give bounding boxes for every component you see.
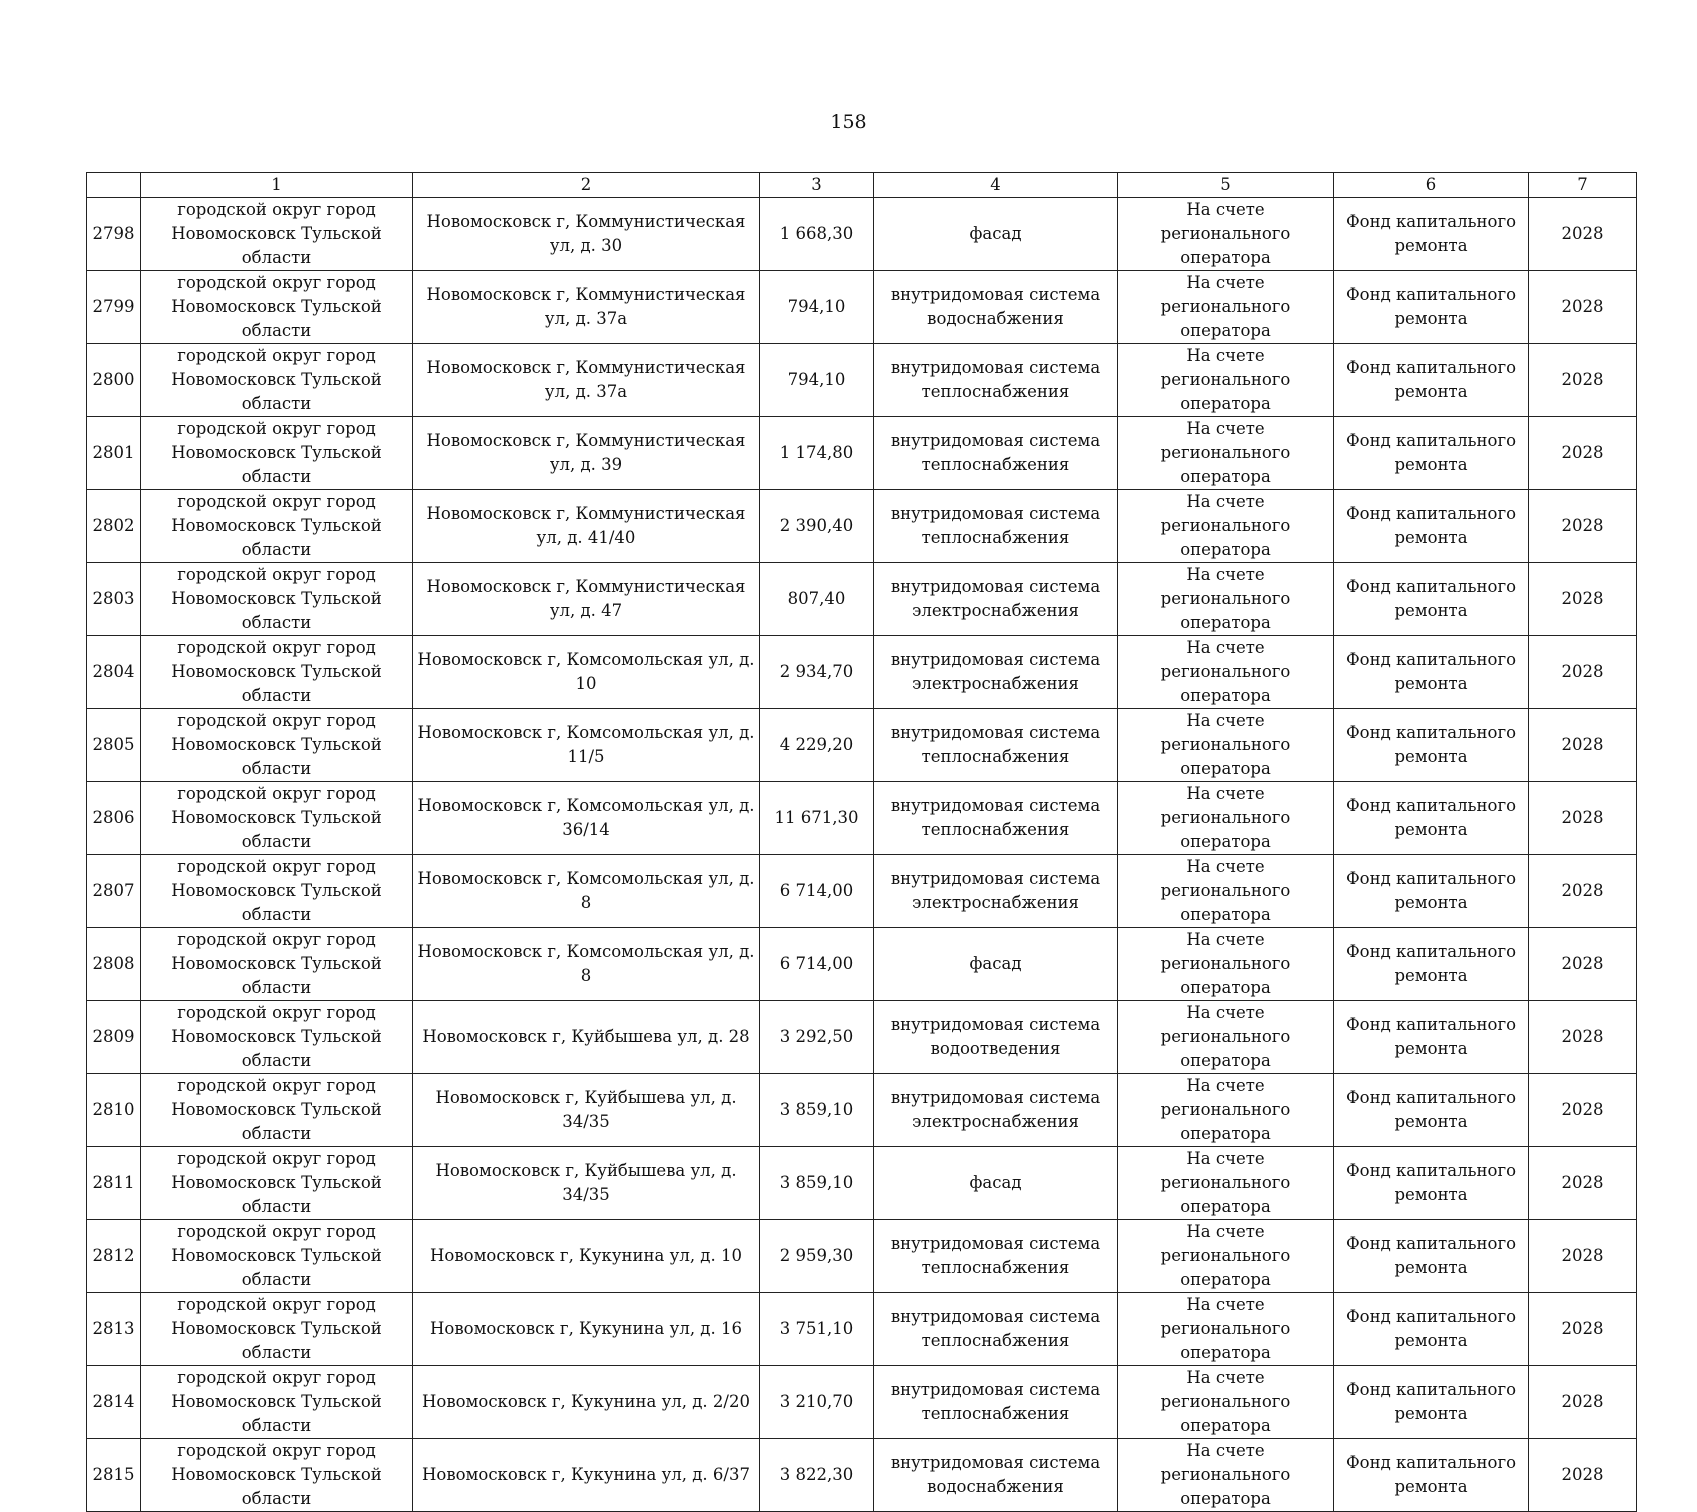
year-cell: 2028: [1529, 855, 1637, 928]
address-cell: Новомосковск г, Кукунина ул, д. 2/20: [413, 1366, 760, 1439]
address-cell: Новомосковск г, Коммунистическая ул, д. 30: [413, 198, 760, 271]
table-row: [87, 344, 1637, 417]
municipality-cell: городской округ город Новомосковск Тульской области: [141, 1001, 413, 1074]
work-type-cell: внутридомовая система теплоснабжения: [874, 709, 1118, 782]
row-number-cell: 2803: [87, 563, 141, 636]
address-cell: Новомосковск г, Коммунистическая ул, д. 39: [413, 417, 760, 490]
fund-location-cell: На счете регионального оператора: [1118, 709, 1334, 782]
year-cell: 2028: [1529, 782, 1637, 855]
work-type-cell: внутридомовая система теплоснабжения: [874, 1366, 1118, 1439]
address-cell: Новомосковск г, Коммунистическая ул, д. 41/40: [413, 490, 760, 563]
registry-table: [86, 172, 1637, 1512]
row-number-cell: 2806: [87, 782, 141, 855]
page-number: 158: [830, 111, 867, 133]
municipality-cell: городской округ город Новомосковск Тульской области: [141, 1366, 413, 1439]
address-cell: Новомосковск г, Куйбышева ул, д. 34/35: [413, 1147, 760, 1220]
row-number-cell: 2807: [87, 855, 141, 928]
municipality-cell: городской округ город Новомосковск Тульской области: [141, 198, 413, 271]
fund-location-cell: На счете регионального оператора: [1118, 1001, 1334, 1074]
row-number-cell: 2798: [87, 198, 141, 271]
funding-source-cell: Фонд капитального ремонта: [1334, 271, 1529, 344]
municipality-cell: городской округ город Новомосковск Тульской области: [141, 928, 413, 1001]
funding-source-cell: Фонд капитального ремонта: [1334, 1293, 1529, 1366]
row-number-cell: 2799: [87, 271, 141, 344]
row-number-cell: 2810: [87, 1074, 141, 1147]
municipality-cell: городской округ город Новомосковск Тульской области: [141, 563, 413, 636]
table-row: [87, 1366, 1637, 1439]
row-number-cell: 2814: [87, 1366, 141, 1439]
year-cell: 2028: [1529, 563, 1637, 636]
municipality-cell: городской округ город Новомосковск Тульской области: [141, 417, 413, 490]
fund-location-cell: На счете регионального оператора: [1118, 344, 1334, 417]
funding-source-cell: Фонд капитального ремонта: [1334, 417, 1529, 490]
work-type-cell: внутридомовая система теплоснабжения: [874, 490, 1118, 563]
table-row: [87, 198, 1637, 271]
work-type-cell: внутридомовая система водоснабжения: [874, 271, 1118, 344]
table-row: [87, 1439, 1637, 1512]
work-type-cell: внутридомовая система электроснабжения: [874, 563, 1118, 636]
funding-source-cell: Фонд капитального ремонта: [1334, 563, 1529, 636]
row-number-cell: 2815: [87, 1439, 141, 1512]
funding-source-cell: Фонд капитального ремонта: [1334, 1001, 1529, 1074]
work-type-cell: фасад: [874, 928, 1118, 1001]
year-cell: 2028: [1529, 1293, 1637, 1366]
fund-location-cell: На счете регионального оператора: [1118, 1147, 1334, 1220]
column-number-cell: 4: [874, 173, 1118, 198]
year-cell: 2028: [1529, 271, 1637, 344]
work-type-cell: внутридомовая система теплоснабжения: [874, 1293, 1118, 1366]
column-number-cell: 1: [141, 173, 413, 198]
address-cell: Новомосковск г, Коммунистическая ул, д. 37а: [413, 344, 760, 417]
work-type-cell: внутридомовая система водоотведения: [874, 1001, 1118, 1074]
fund-location-cell: На счете регионального оператора: [1118, 1293, 1334, 1366]
fund-location-cell: На счете регионального оператора: [1118, 928, 1334, 1001]
table-row: [87, 709, 1637, 782]
column-number-cell: [87, 173, 141, 198]
year-cell: 2028: [1529, 417, 1637, 490]
year-cell: 2028: [1529, 490, 1637, 563]
row-number-cell: 2812: [87, 1220, 141, 1293]
address-cell: Новомосковск г, Кукунина ул, д. 10: [413, 1220, 760, 1293]
row-number-cell: 2805: [87, 709, 141, 782]
table-row: [87, 636, 1637, 709]
column-number-row: [87, 173, 1637, 198]
table-body: [87, 173, 1637, 1512]
funding-source-cell: Фонд капитального ремонта: [1334, 1074, 1529, 1147]
fund-location-cell: На счете регионального оператора: [1118, 490, 1334, 563]
funding-source-cell: Фонд капитального ремонта: [1334, 344, 1529, 417]
row-number-cell: 2809: [87, 1001, 141, 1074]
address-cell: Новомосковск г, Кукунина ул, д. 16: [413, 1293, 760, 1366]
year-cell: 2028: [1529, 1001, 1637, 1074]
area-cell: 3 751,10: [760, 1293, 874, 1366]
fund-location-cell: На счете регионального оператора: [1118, 1074, 1334, 1147]
row-number-cell: 2802: [87, 490, 141, 563]
area-cell: 4 229,20: [760, 709, 874, 782]
fund-location-cell: На счете регионального оператора: [1118, 636, 1334, 709]
table-row: [87, 417, 1637, 490]
table-row: [87, 271, 1637, 344]
area-cell: 794,10: [760, 271, 874, 344]
address-cell: Новомосковск г, Кукунина ул, д. 6/37: [413, 1439, 760, 1512]
fund-location-cell: На счете регионального оператора: [1118, 855, 1334, 928]
municipality-cell: городской округ город Новомосковск Тульской области: [141, 782, 413, 855]
funding-source-cell: Фонд капитального ремонта: [1334, 1220, 1529, 1293]
year-cell: 2028: [1529, 1074, 1637, 1147]
address-cell: Новомосковск г, Коммунистическая ул, д. 47: [413, 563, 760, 636]
fund-location-cell: На счете регионального оператора: [1118, 417, 1334, 490]
table-row: [87, 1001, 1637, 1074]
fund-location-cell: На счете регионального оператора: [1118, 198, 1334, 271]
area-cell: 6 714,00: [760, 928, 874, 1001]
municipality-cell: городской округ город Новомосковск Тульской области: [141, 636, 413, 709]
work-type-cell: внутридомовая система теплоснабжения: [874, 1220, 1118, 1293]
year-cell: 2028: [1529, 636, 1637, 709]
column-number-cell: 3: [760, 173, 874, 198]
municipality-cell: городской округ город Новомосковск Тульской области: [141, 490, 413, 563]
funding-source-cell: Фонд капитального ремонта: [1334, 782, 1529, 855]
funding-source-cell: Фонд капитального ремонта: [1334, 198, 1529, 271]
area-cell: 2 934,70: [760, 636, 874, 709]
work-type-cell: фасад: [874, 198, 1118, 271]
table-row: [87, 928, 1637, 1001]
year-cell: 2028: [1529, 709, 1637, 782]
area-cell: 1 174,80: [760, 417, 874, 490]
area-cell: 3 210,70: [760, 1366, 874, 1439]
area-cell: 2 390,40: [760, 490, 874, 563]
municipality-cell: городской округ город Новомосковск Тульской области: [141, 1439, 413, 1512]
table-row: [87, 563, 1637, 636]
table-row: [87, 1220, 1637, 1293]
column-number-cell: 2: [413, 173, 760, 198]
table-row: [87, 855, 1637, 928]
area-cell: 3 859,10: [760, 1074, 874, 1147]
funding-source-cell: Фонд капитального ремонта: [1334, 1147, 1529, 1220]
row-number-cell: 2804: [87, 636, 141, 709]
funding-source-cell: Фонд капитального ремонта: [1334, 636, 1529, 709]
year-cell: 2028: [1529, 928, 1637, 1001]
fund-location-cell: На счете регионального оператора: [1118, 1439, 1334, 1512]
municipality-cell: городской округ город Новомосковск Тульской области: [141, 1220, 413, 1293]
municipality-cell: городской округ город Новомосковск Тульской области: [141, 1147, 413, 1220]
municipality-cell: городской округ город Новомосковск Тульской области: [141, 709, 413, 782]
address-cell: Новомосковск г, Комсомольская ул, д. 10: [413, 636, 760, 709]
address-cell: Новомосковск г, Коммунистическая ул, д. 37а: [413, 271, 760, 344]
year-cell: 2028: [1529, 1366, 1637, 1439]
work-type-cell: внутридомовая система электроснабжения: [874, 855, 1118, 928]
work-type-cell: фасад: [874, 1147, 1118, 1220]
area-cell: 2 959,30: [760, 1220, 874, 1293]
fund-location-cell: На счете регионального оператора: [1118, 1366, 1334, 1439]
municipality-cell: городской округ город Новомосковск Тульской области: [141, 344, 413, 417]
work-type-cell: внутридомовая система теплоснабжения: [874, 782, 1118, 855]
fund-location-cell: На счете регионального оператора: [1118, 1220, 1334, 1293]
work-type-cell: внутридомовая система электроснабжения: [874, 636, 1118, 709]
work-type-cell: внутридомовая система электроснабжения: [874, 1074, 1118, 1147]
area-cell: 3 292,50: [760, 1001, 874, 1074]
year-cell: 2028: [1529, 344, 1637, 417]
table-row: [87, 1074, 1637, 1147]
funding-source-cell: Фонд капитального ремонта: [1334, 1366, 1529, 1439]
year-cell: 2028: [1529, 1147, 1637, 1220]
funding-source-cell: Фонд капитального ремонта: [1334, 1439, 1529, 1512]
municipality-cell: городской округ город Новомосковск Тульской области: [141, 1293, 413, 1366]
address-cell: Новомосковск г, Комсомольская ул, д. 11/5: [413, 709, 760, 782]
area-cell: 3 822,30: [760, 1439, 874, 1512]
area-cell: 11 671,30: [760, 782, 874, 855]
fund-location-cell: На счете регионального оператора: [1118, 563, 1334, 636]
row-number-cell: 2801: [87, 417, 141, 490]
municipality-cell: городской округ город Новомосковск Тульской области: [141, 1074, 413, 1147]
area-cell: 6 714,00: [760, 855, 874, 928]
municipality-cell: городской округ город Новомосковск Тульской области: [141, 855, 413, 928]
work-type-cell: внутридомовая система водоснабжения: [874, 1439, 1118, 1512]
address-cell: Новомосковск г, Комсомольская ул, д. 36/14: [413, 782, 760, 855]
municipality-cell: городской округ город Новомосковск Тульской области: [141, 271, 413, 344]
row-number-cell: 2808: [87, 928, 141, 1001]
funding-source-cell: Фонд капитального ремонта: [1334, 490, 1529, 563]
table-row: [87, 1293, 1637, 1366]
year-cell: 2028: [1529, 1439, 1637, 1512]
area-cell: 3 859,10: [760, 1147, 874, 1220]
table-row: [87, 1147, 1637, 1220]
funding-source-cell: Фонд капитального ремонта: [1334, 709, 1529, 782]
address-cell: Новомосковск г, Куйбышева ул, д. 28: [413, 1001, 760, 1074]
address-cell: Новомосковск г, Комсомольская ул, д. 8: [413, 928, 760, 1001]
funding-source-cell: Фонд капитального ремонта: [1334, 928, 1529, 1001]
area-cell: 807,40: [760, 563, 874, 636]
address-cell: Новомосковск г, Комсомольская ул, д. 8: [413, 855, 760, 928]
work-type-cell: внутридомовая система теплоснабжения: [874, 344, 1118, 417]
row-number-cell: 2813: [87, 1293, 141, 1366]
table-row: [87, 490, 1637, 563]
row-number-cell: 2811: [87, 1147, 141, 1220]
column-number-cell: 7: [1529, 173, 1637, 198]
fund-location-cell: На счете регионального оператора: [1118, 782, 1334, 855]
year-cell: 2028: [1529, 1220, 1637, 1293]
year-cell: 2028: [1529, 198, 1637, 271]
work-type-cell: внутридомовая система теплоснабжения: [874, 417, 1118, 490]
area-cell: 794,10: [760, 344, 874, 417]
row-number-cell: 2800: [87, 344, 141, 417]
column-number-cell: 5: [1118, 173, 1334, 198]
table-row: [87, 782, 1637, 855]
funding-source-cell: Фонд капитального ремонта: [1334, 855, 1529, 928]
fund-location-cell: На счете регионального оператора: [1118, 271, 1334, 344]
address-cell: Новомосковск г, Куйбышева ул, д. 34/35: [413, 1074, 760, 1147]
column-number-cell: 6: [1334, 173, 1529, 198]
area-cell: 1 668,30: [760, 198, 874, 271]
